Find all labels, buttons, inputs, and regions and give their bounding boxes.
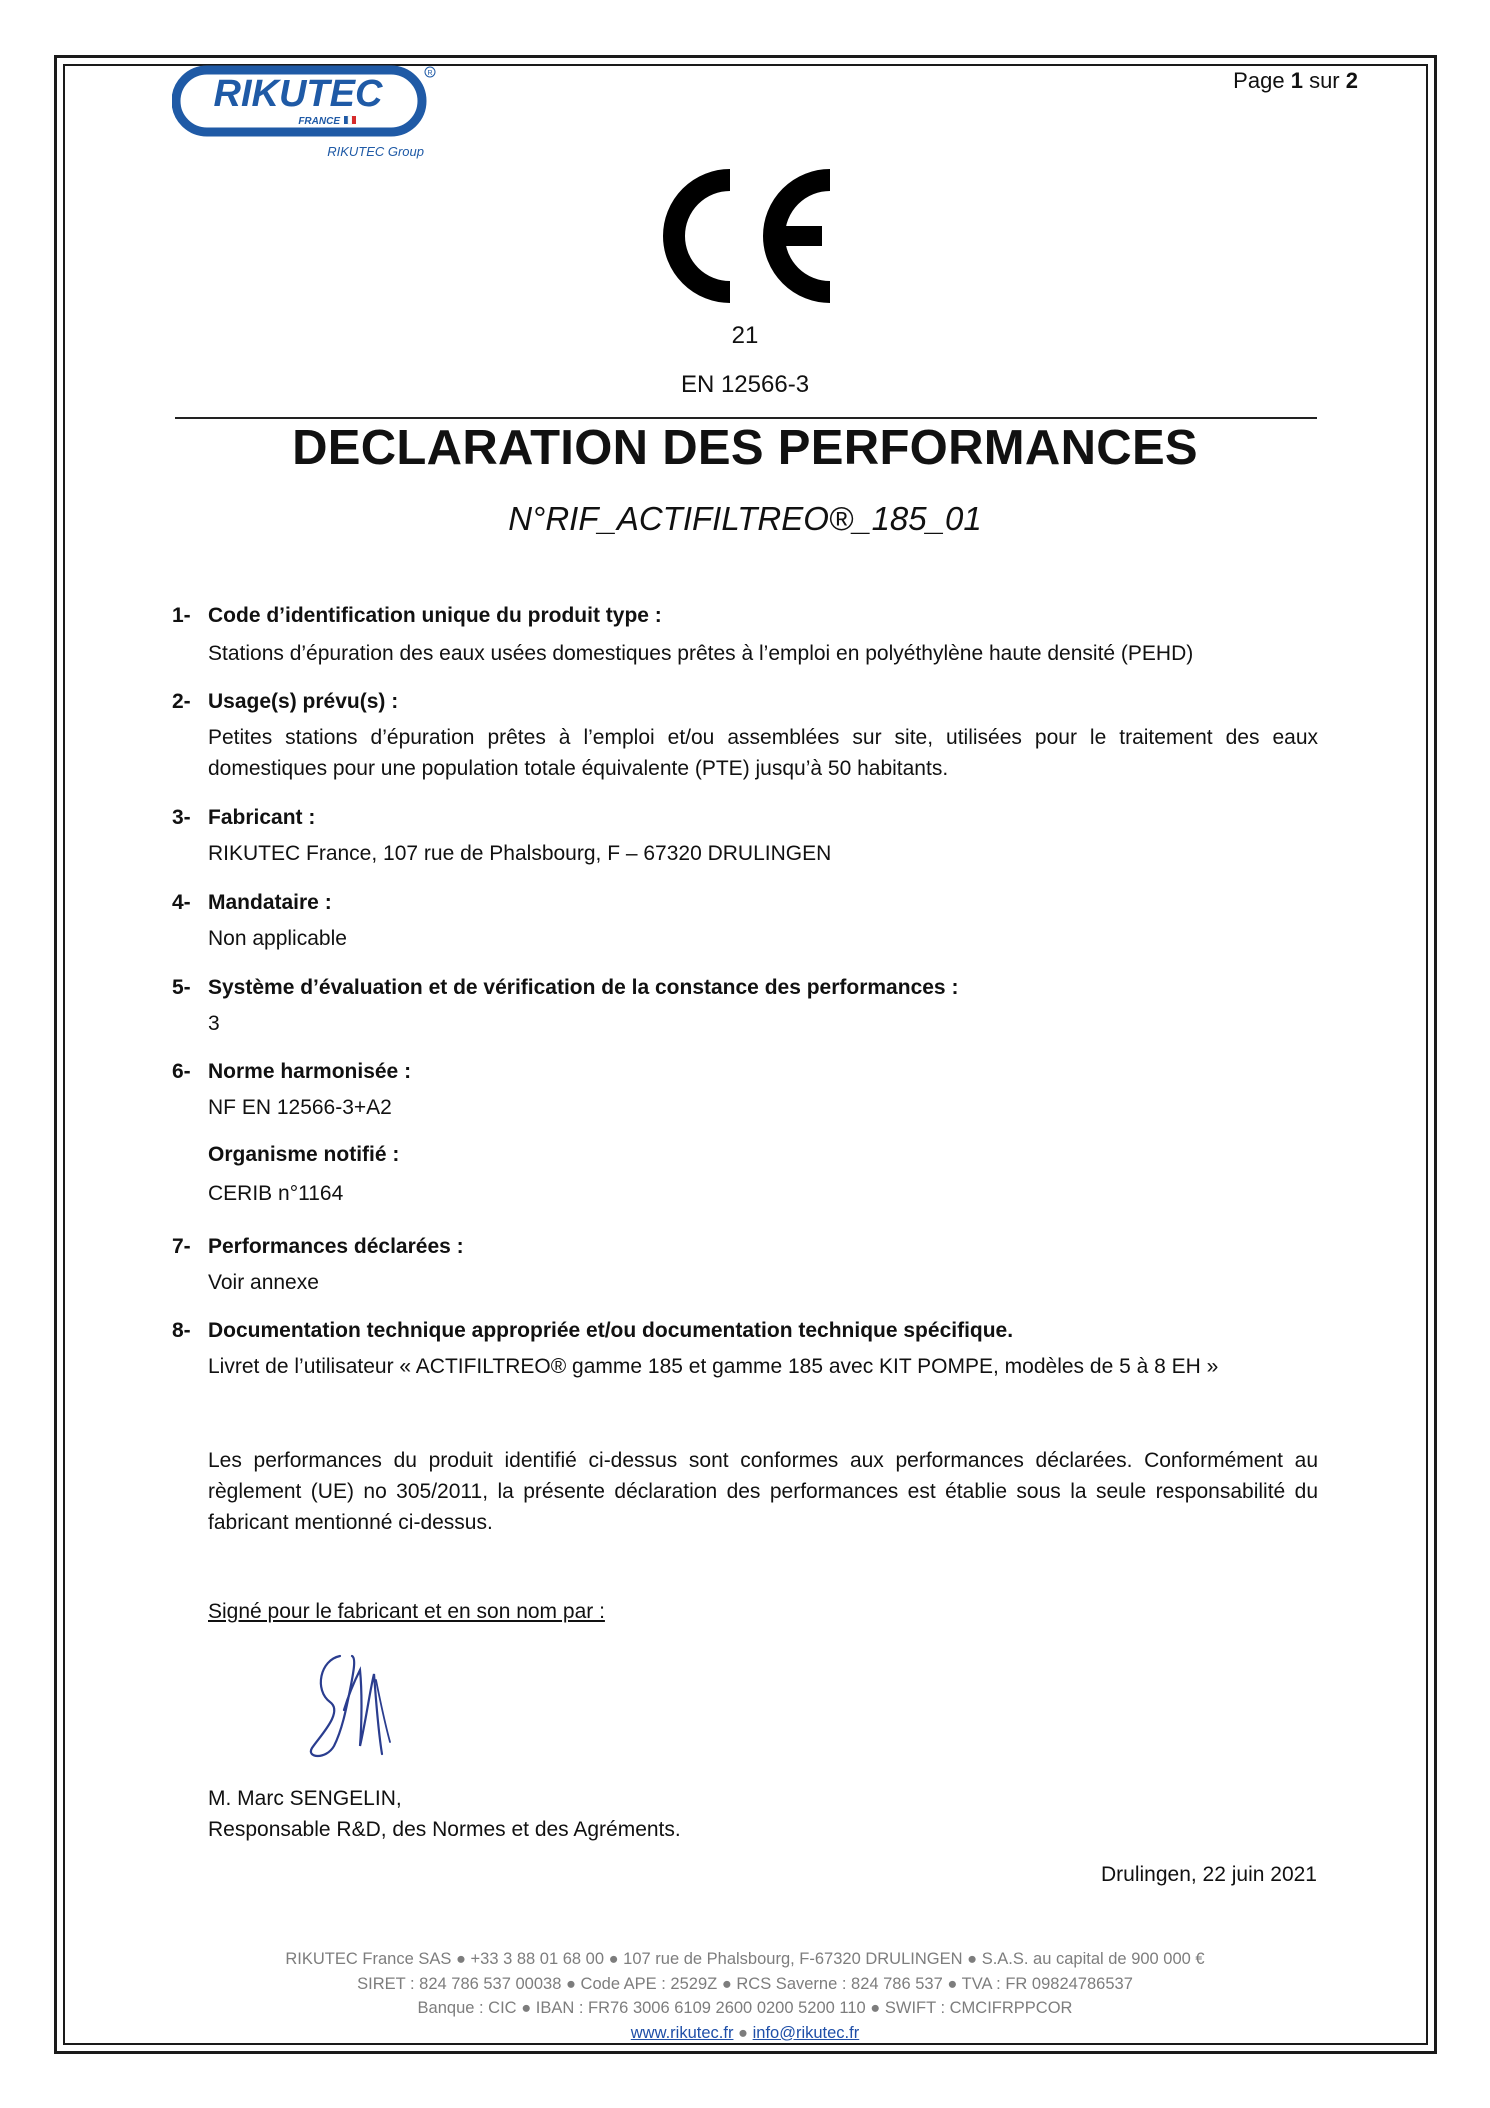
- footer: [0, 1947, 1490, 2045]
- signature-image: [300, 1650, 410, 1762]
- email-link[interactable]: info@rikutec.fr: [752, 2023, 860, 2042]
- section-body: 3: [208, 1012, 220, 1035]
- section-number: 4-: [172, 891, 191, 914]
- footer-line-4: www.rikutec.fr ● info@rikutec.fr: [630, 2023, 860, 2042]
- standard-reference: EN 12566-3: [680, 371, 810, 398]
- logo-wordmark: RIKUTEC: [213, 73, 383, 115]
- signer-role: Responsable R&D, des Normes et des Agréments.: [208, 1818, 681, 1841]
- section-number: 6-: [172, 1060, 191, 1083]
- section-subheading: Organisme notifié :: [208, 1143, 400, 1166]
- rikutec-logo: [172, 64, 442, 164]
- section-number: 8-: [172, 1319, 191, 1342]
- section-heading: Norme harmonisée :: [208, 1060, 412, 1083]
- section-heading: Usage(s) prévu(s) :: [208, 690, 399, 713]
- signer-block: [208, 1783, 681, 1845]
- section-heading: Mandataire :: [208, 891, 332, 914]
- page-number: Page 1 sur 2: [1233, 68, 1358, 93]
- section-body: RIKUTEC France, 107 rue de Phalsbourg, F – 67320 DRULINGEN: [208, 842, 832, 865]
- section-subbody: CERIB n°1164: [208, 1182, 344, 1205]
- section-body: Petites stations d’épuration prêtes à l’emploi et/ou assemblées sur site, utilisées pour le traitement des eaux domestiques pour une population totale équivalente (PTE) jusqu’à 50 habitants.: [208, 726, 1318, 780]
- website-link[interactable]: www.rikutec.fr: [630, 2023, 734, 2042]
- section-number: 1-: [172, 604, 191, 627]
- footer-line-1: RIKUTEC France SAS ● +33 3 88 01 68 00 ● 107 rue de Phalsbourg, F-67320 DRULINGEN ● S.A.S. au capital de 900 000 €: [285, 1950, 1205, 1968]
- inner-border: [63, 64, 1428, 2045]
- signed-label: Signé pour le fabricant et en son nom par :: [208, 1600, 605, 1623]
- svg-text:R: R: [427, 70, 433, 77]
- section-number: 7-: [172, 1235, 191, 1258]
- section-number: 2-: [172, 690, 191, 713]
- section-number: 5-: [172, 976, 191, 999]
- ce-mark-icon: [652, 168, 842, 304]
- document-reference: N°RIF_ACTIFILTREO®_185_01: [508, 500, 982, 537]
- section-body: Stations d’épuration des eaux usées domestiques prêtes à l’emploi en polyéthylène haute densité (PEHD): [208, 642, 1194, 665]
- section-number: 3-: [172, 806, 191, 829]
- document-title: DECLARATION DES PERFORMANCES: [292, 421, 1198, 475]
- section-heading: Performances déclarées :: [208, 1235, 464, 1258]
- section-body: Livret de l’utilisateur « ACTIFILTREO® gamme 185 et gamme 185 avec KIT POMPE, modèles de 5 à 8 EH »: [208, 1355, 1219, 1378]
- section-heading: Code d’identification unique du produit type :: [208, 604, 662, 627]
- section-heading: Fabricant :: [208, 806, 316, 829]
- signer-name: M. Marc SENGELIN,: [208, 1787, 402, 1810]
- section-body: NF EN 12566-3+A2: [208, 1096, 392, 1119]
- footer-line-2: SIRET : 824 786 537 00038 ● Code APE : 2529Z ● RCS Saverne : 824 786 537 ● TVA : FR 09824786537: [357, 1974, 1133, 1993]
- logo-country: FRANCE: [298, 116, 340, 127]
- place-date: Drulingen, 22 juin 2021: [1101, 1863, 1317, 1886]
- section-body: Non applicable: [208, 927, 347, 950]
- footer-line-3: Banque : CIC ● IBAN : FR76 3006 6109 2600 0200 5200 110 ● SWIFT : CMCIFRPPCOR: [417, 1999, 1073, 2017]
- logo-group: RIKUTEC Group: [327, 144, 424, 159]
- section-body: Voir annexe: [208, 1271, 319, 1294]
- notified-body-number: 21: [731, 322, 759, 349]
- conformity-statement: Les performances du produit identifié ci-dessus sont conformes aux performances déclarées. Conformément au règlement (UE) no 305/2011, la présente déclaration des performances est établie sous la seule responsabilité du fabricant mentionné ci-dessus.: [208, 1449, 1318, 1534]
- section-heading: Documentation technique appropriée et/ou documentation technique spécifique.: [208, 1319, 1014, 1342]
- section-heading: Système d’évaluation et de vérification de la constance des performances :: [208, 976, 959, 999]
- divider: [175, 417, 1317, 419]
